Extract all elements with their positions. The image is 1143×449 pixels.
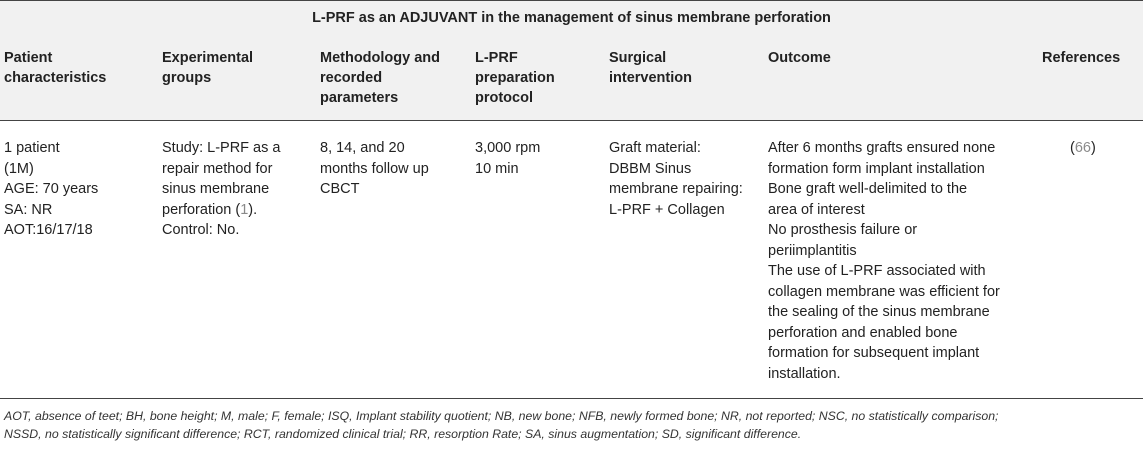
table-footnote: AOT, absence of teet; BH, bone height; M, male; F, female; ISQ, Implant stability quotient; NB, new bone; NFB, newly formed bone; NR, not reported; NSC, no statistically comparison; NSSD, no statistically significant difference; RCT, randomized clinical trial; RR, resorption Rate; SA, sinus augmentation; SD, significant difference. <box>4 409 999 441</box>
table-title: L-PRF as an ADJUVANT in the management of sinus membrane perforation <box>312 10 831 26</box>
header-methodology: Methodology and recorded parameters <box>320 50 441 106</box>
cell-outcome: After 6 months grafts ensured none formation form implant installation Bone graft well-delimited to the area of interest No prosthesis failure or periimplantitis The use of L-PRF associated with collagen membrane was efficient for the sealing of the sinus membrane perforation and enabled bone formation for subsequent implant installation. <box>768 140 1000 382</box>
header-outcome: Outcome <box>768 50 831 66</box>
table-bottom-rule <box>0 398 1143 399</box>
cell-patient: 1 patient (1M) AGE: 70 years SA: NR AOT:16/17/18 <box>4 140 99 238</box>
cell-groups: Study: L-PRF as a repair method for sinus membrane perforation (1). Control: No. <box>162 140 281 238</box>
cell-surgical: Graft material: DBBM Sinus membrane repairing: L-PRF + Collagen <box>609 140 743 218</box>
cell-references: (66) <box>1070 140 1096 156</box>
table-title-row <box>0 0 1143 36</box>
cell-protocol: 3,000 rpm 10 min <box>475 140 541 177</box>
table-header-row <box>0 35 1143 121</box>
header-surgical-intervention: Surgical intervention <box>609 50 692 86</box>
header-patient-characteristics: Patient characteristics <box>4 50 107 86</box>
reference-link[interactable]: 1 <box>240 201 249 218</box>
reference-link[interactable]: 66 <box>1074 140 1091 156</box>
header-lprf-protocol: L-PRF preparation protocol <box>475 50 555 106</box>
cell-methodology: 8, 14, and 20 months follow up CBCT <box>320 140 429 197</box>
header-references: References <box>1042 50 1121 66</box>
header-experimental-groups: Experimental groups <box>162 50 254 86</box>
